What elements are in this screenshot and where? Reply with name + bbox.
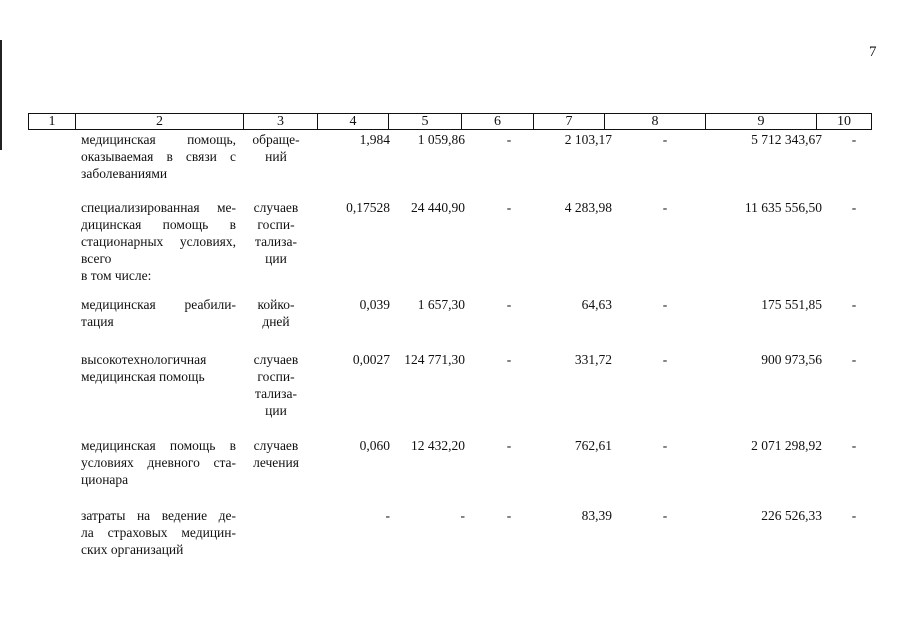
row-name-line: медицинская реабили- [81, 297, 236, 312]
row-value-10: - [851, 508, 857, 523]
row-value-9: 900 973,56 [761, 352, 822, 367]
row-value-7: 64,63 [581, 297, 612, 312]
row-unit-line: случаев [253, 438, 299, 453]
header-col-4: 4 [318, 114, 389, 130]
header-col-5: 5 [389, 114, 462, 130]
row-value-10: - [851, 352, 857, 367]
row-name-line: ционара [81, 472, 129, 487]
row-value-8: - [662, 352, 668, 367]
row-value-8: - [662, 438, 668, 453]
row-value-10: - [851, 438, 857, 453]
row-name-line: ла страховых медицин- [81, 525, 236, 540]
row-unit [246, 437, 306, 471]
row-value-8: - [662, 132, 668, 147]
row-value-9: 5 712 343,67 [751, 132, 822, 147]
row-value-9: 11 635 556,50 [744, 200, 822, 215]
column-number-header [28, 113, 872, 130]
row-unit [246, 351, 306, 419]
row-name [81, 437, 236, 488]
row-name-line: специализированная ме- [81, 200, 236, 215]
row-name [81, 131, 236, 182]
row-unit-line: койко- [257, 297, 295, 312]
row-name [81, 351, 236, 385]
row-value-5: 12 432,20 [411, 438, 465, 453]
row-value-5: 1 657,30 [417, 297, 465, 312]
row-value-6: - [506, 508, 512, 523]
row-unit-line: лечения [253, 455, 299, 470]
row-value-7: 2 103,17 [564, 132, 612, 147]
row-value-10: - [851, 297, 857, 312]
header-col-10: 10 [817, 114, 872, 130]
row-value-7: 331,72 [574, 352, 612, 367]
row-value-8: - [662, 508, 668, 523]
header-col-2: 2 [76, 114, 244, 130]
row-value-5: 124 771,30 [404, 352, 465, 367]
row-unit-line: случаев [253, 200, 299, 215]
row-value-7: 762,61 [574, 438, 612, 453]
row-value-8: - [662, 297, 668, 312]
header-col-7: 7 [534, 114, 605, 130]
row-value-9: 175 551,85 [761, 297, 822, 312]
row-unit [246, 131, 306, 165]
row-value-6: - [506, 200, 512, 215]
row-name-line: медицинская помощь [81, 369, 205, 384]
row-unit [246, 199, 306, 267]
row-value-5: - [460, 508, 465, 523]
row-name-line: дицинская помощь в [81, 217, 236, 232]
row-name-line: ских организаций [81, 542, 184, 557]
row-name-line: стационарных условиях, [81, 234, 236, 249]
row-unit [246, 296, 306, 330]
row-name-line: в том числе: [81, 268, 152, 283]
row-name-line: затраты на ведение де- [81, 508, 236, 523]
header-col-3: 3 [244, 114, 318, 130]
row-value-7: 83,39 [581, 508, 612, 523]
row-name [81, 199, 236, 284]
row-value-5: 24 440,90 [411, 200, 465, 215]
row-unit-line: дней [262, 314, 290, 329]
header-col-8: 8 [605, 114, 706, 130]
row-value-6: - [506, 352, 512, 367]
row-value-10: - [851, 200, 857, 215]
row-name-line: заболеваниями [81, 166, 168, 181]
page-number: 7 [869, 44, 877, 60]
row-value-5: 1 059,86 [417, 132, 465, 147]
row-value-10: - [851, 132, 857, 147]
row-unit-line: тализа- [255, 234, 297, 249]
header-col-1: 1 [29, 114, 76, 130]
row-unit-line: госпи- [257, 217, 295, 232]
left-margin-rule [0, 40, 2, 150]
row-value-4: 1,984 [359, 132, 390, 147]
row-value-4: 0,060 [359, 438, 390, 453]
row-value-6: - [506, 438, 512, 453]
row-name [81, 507, 236, 558]
header-row [29, 114, 872, 130]
row-value-9: 2 071 298,92 [751, 438, 822, 453]
row-name-line: условиях дневного ста- [81, 455, 236, 470]
header-col-6: 6 [462, 114, 534, 130]
row-unit-line: госпи- [257, 369, 295, 384]
row-name-line: всего [81, 251, 112, 266]
row-unit-line: обраще- [252, 132, 300, 147]
row-unit-line: ний [265, 149, 287, 164]
row-unit-line: случаев [253, 352, 299, 367]
row-value-7: 4 283,98 [564, 200, 612, 215]
header-col-9: 9 [706, 114, 817, 130]
row-name [81, 296, 236, 330]
row-value-6: - [506, 297, 512, 312]
row-value-8: - [662, 200, 668, 215]
row-value-6: - [506, 132, 512, 147]
row-name-line: тация [81, 314, 114, 329]
row-name-line: оказываемая в связи с [81, 149, 236, 164]
row-value-9: 226 526,33 [761, 508, 822, 523]
row-name-line: медицинская помощь в [81, 438, 236, 453]
row-value-4: 0,0027 [352, 352, 390, 367]
row-name-line: медицинская помощь, [81, 132, 236, 147]
row-unit-line: тализа- [255, 386, 297, 401]
row-name-line: высокотехнологичная [81, 352, 207, 367]
row-value-4: 0,039 [359, 297, 390, 312]
row-value-4: - [385, 508, 390, 523]
row-value-4: 0,17528 [346, 200, 390, 215]
row-unit-line: ции [265, 251, 287, 266]
row-unit-line: ции [265, 403, 287, 418]
